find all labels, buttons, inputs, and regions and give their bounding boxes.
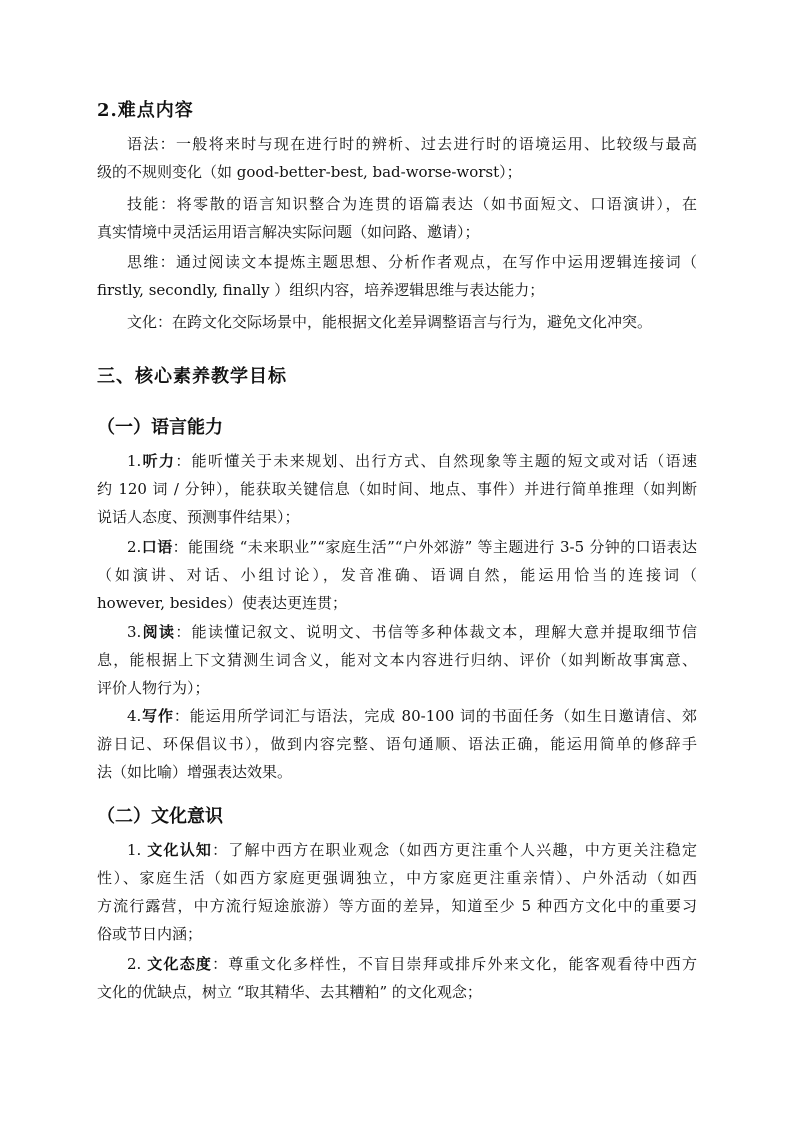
- text-line: 级的不规则变化（如 good-better-best, bad-worse-worst）；: [97, 163, 522, 181]
- text-line: [97, 533, 697, 561]
- text-line: firstly, secondly, finally ）组织内容，培养逻辑思维与表达能力；: [97, 281, 545, 299]
- item-text: ：能运用所学词汇与语法，完成 80-100 词的书面任务（如生日邀请信、郊: [173, 707, 697, 725]
- difficulty-skills: [97, 190, 697, 246]
- culture-attitude-item: [97, 950, 697, 1006]
- cultural-awareness-heading: （二）文化意识: [97, 806, 223, 827]
- item-number: 3.: [127, 623, 142, 641]
- item-text: ：能读懂记叙文、说明文、书信等多种体裁文本，理解大意并提取细节信: [175, 623, 697, 641]
- item-label: 文化认知: [147, 841, 213, 859]
- difficulty-heading: 2.难点内容: [97, 100, 194, 121]
- item-text: ：能听懂关于未来规划、出行方式、自然现象等主题的短文或对话（语速: [175, 452, 697, 470]
- text-line: 文化：在跨文化交际场景中，能根据文化差异调整语言与行为，避免文化冲突。: [127, 313, 653, 331]
- listening-item: [97, 447, 697, 531]
- text-line: [97, 950, 697, 978]
- text-line: 思维：通过阅读文本提炼主题思想、分析作者观点，在写作中运用逻辑连接词（: [127, 253, 697, 271]
- text-line: 法（如比喻）增强表达效果。: [97, 763, 293, 781]
- text-line: 方流行露营，中方流行短途旅游）等方面的差异，知道至少 5 种西方文化中的重要习: [97, 897, 697, 915]
- text-line: [97, 618, 697, 646]
- text-line: 说话人态度、预测事件结果）；: [97, 508, 300, 526]
- text-line: 语法：一般将来时与现在进行时的辨析、过去进行时的语境运用、比较级与最高: [127, 135, 697, 153]
- speaking-item: [97, 533, 697, 617]
- language-ability-heading: （一）语言能力: [97, 417, 223, 438]
- item-number: 4.: [127, 707, 142, 725]
- item-text: ：了解中西方在职业观念（如西方更注重个人兴趣，中方更关注稳定: [212, 841, 697, 859]
- text-line: 游日记、环保倡议书），做到内容完整、语句通顺、语法正确，能运用简单的修辞手: [97, 735, 697, 753]
- text-line: [97, 836, 697, 864]
- reading-item: [97, 618, 697, 702]
- writing-item: [97, 702, 697, 786]
- text-line: [97, 447, 697, 475]
- item-label: 听力: [141, 452, 176, 470]
- text-line: 文化的优缺点，树立 “取其精华、去其糟粕” 的文化观念；: [97, 983, 482, 1001]
- text-line: 技能：将零散的语言知识整合为连贯的语篇表达（如书面短文、口语演讲），在: [127, 195, 697, 213]
- text-line: [97, 702, 697, 730]
- culture-cognition-item: [97, 836, 697, 948]
- text-line: 真实情境中灵活运用语言解决实际问题（如问路、邀请）；: [97, 223, 480, 241]
- text-line: 评价人物行为）；: [97, 679, 210, 697]
- difficulty-culture: [97, 308, 697, 336]
- text-line: 约 120 词 / 分钟），能获取关键信息（如时间、地点、事件）并进行简单推理（如判断: [97, 480, 697, 498]
- item-label: 阅读: [141, 623, 176, 641]
- text-line: 息，能根据上下文猜测生词含义，能对文本内容进行归纳、评价（如判断故事寓意、: [97, 651, 697, 669]
- item-label: 写作: [141, 707, 174, 725]
- difficulty-grammar: [97, 130, 697, 186]
- text-line: （如演讲、对话、小组讨论），发音准确、语调自然，能运用恰当的连接词（: [97, 566, 697, 584]
- text-line: 性）、家庭生活（如西方家庭更强调独立，中方家庭更注重亲情）、户外活动（如西: [97, 869, 697, 887]
- text-line: 俗或节日内涵；: [97, 925, 203, 943]
- item-label: 文化态度: [147, 955, 213, 973]
- item-text: ：能围绕 “未来职业”“家庭生活”“户外郊游” 等主题进行 3-5 分钟的口语表达: [172, 538, 697, 556]
- section3-title: 三、核心素养教学目标: [97, 366, 287, 387]
- difficulty-thinking: [97, 248, 697, 304]
- item-number: 1.: [127, 841, 148, 859]
- item-label: 口语: [141, 538, 173, 556]
- item-number: 2.: [127, 538, 142, 556]
- item-text: ：尊重文化多样性，不盲目崇拜或排斥外来文化，能客观看待中西方: [212, 955, 697, 973]
- item-number: 2.: [127, 955, 148, 973]
- text-line: however, besides）使表达更连贯；: [97, 594, 347, 612]
- item-number: 1.: [127, 452, 142, 470]
